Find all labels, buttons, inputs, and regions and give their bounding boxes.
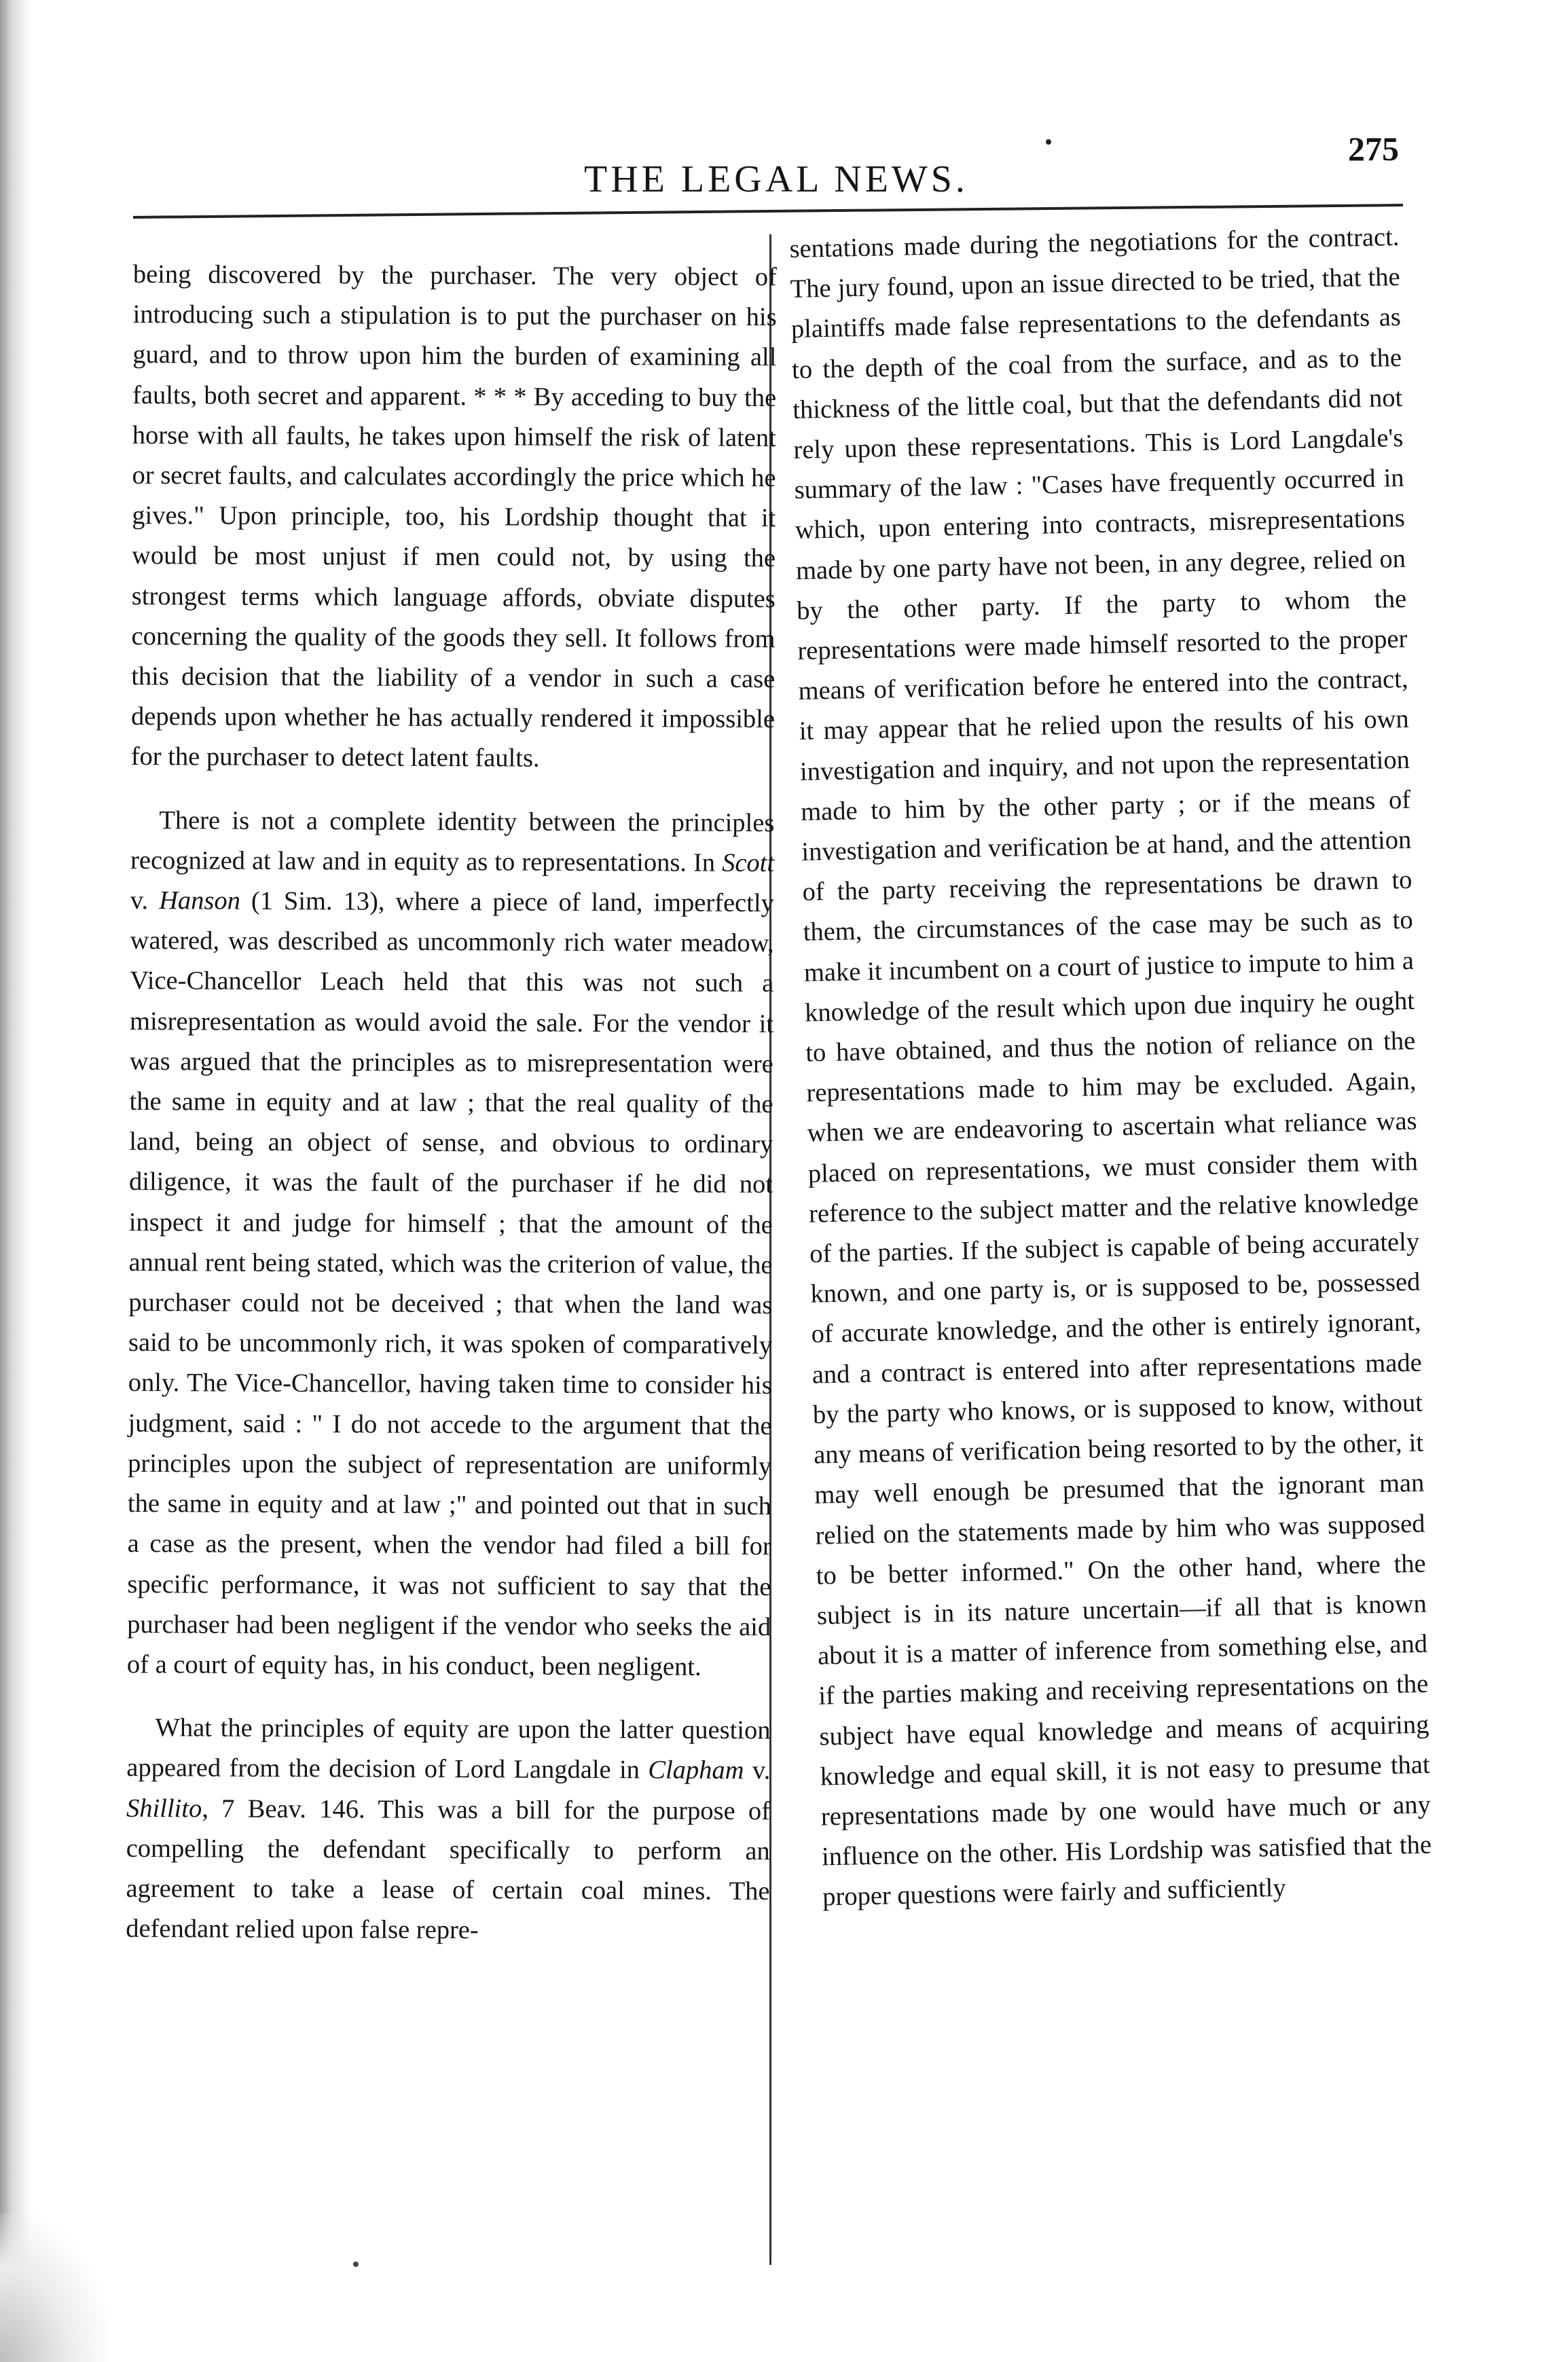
- left-paragraph-3: [126, 1708, 771, 1952]
- left-column: [126, 255, 777, 1952]
- case-party-plaintiff: Clapham: [648, 1756, 744, 1785]
- case-versus: v.: [130, 886, 160, 915]
- case-party-defendant: Shillito: [126, 1794, 202, 1823]
- header-speck: [1046, 139, 1051, 145]
- text-run: What the principles of equity are upon the latter question appeared from the decision of Lord Langdale in: [126, 1713, 771, 1785]
- page-corner-shadow: [0, 2213, 109, 2362]
- page-binding-shadow: [0, 0, 31, 2362]
- running-head-title: THE LEGAL NEWS.: [584, 158, 968, 200]
- text-run: There is not a complete identity between the principles recognized at law and in equity as to representations. In: [130, 805, 775, 877]
- footer-speck: [353, 2261, 359, 2267]
- right-column: [789, 217, 1433, 1918]
- left-paragraph-1: being discovered by the purchaser. The very object of introducing such a stipulation is to put the purchaser on his guard, and to throw upon him the burden of examining all faults, both secret and apparent. * * * By acceding to buy the horse with all faults, he takes upon himself the risk of latent or secret faults, and calculates accordingly the price which he gives." Upon principle, too, his Lordship thought that it would be most unjust if men could not, by using the strongest terms which language affords, obviate disputes concerning the quality of the goods they sell. It follows from this decision that the liability of a vendor in such a case depends upon whether he has actually rendered it impossible for the purchaser to detect latent faults.: [130, 259, 777, 774]
- right-paragraph-1: sentations made during the negotiations for the contract. The jury found, upon an issue directed to be tried, that the plaintiffs made false representations to the defendants as to the depth of the coal from the surface, and as to the thickness of the little coal, but that the defendants did not rely upon these representations. This is Lord Langdale's summary of the law : "Cases have frequently occurred in which, upon entering into contracts, misrepresentations made by one party have not been, in any degree, relied on by the other party. If the party to whom the representations were made himself resorted to the proper means of verification before he entered into the contract, it may appear that he relied upon the results of his own investigation and inquiry, and not upon the representation made to him by the other party ; or if the means of investigation and verification be at hand, and the attention of the party receiving the representations be drawn to them, the circumstances of the case may be such as to make it incumbent on a court of justice to impute to him a knowledge of the result which upon due inquiry he ought to have obtained, and thus the notion of reliance on the representations made to him may be excluded. Again, when we are endeavoring to ascertain what reliance was placed on representations, we must consider them with reference to the subject matter and the relative knowledge of the parties. If the subject is capable of being accurately known, and one party is, or is supposed to be, possessed of accurate knowledge, and the other is entirely ignorant, and a contract is entered into after representations made by the party who knows, or is supposed to know, without any means of verification being resorted to by the other, it may well enough be presumed that the ignorant man relied on the statements made by him who was supposed to be better informed." On the other hand, where the subject is in its nature uncertain—if all that is known about it is a matter of inference from something else, and if the parties making and receiving representations on the subject have equal knowledge and means of acquiring knowledge and equal skill, it is not easy to presume that representations made by one would have much or any influence on the other. His Lordship was satisfied that the proper questions were fairly and sufficiently: [789, 222, 1432, 1912]
- page-number: 275: [1348, 130, 1399, 168]
- text-run: (1 Sim. 13), where a piece of land, imperfectly watered, was described as uncommonly rich water meadow, Vice-Chancellor Leach held that this was not such a misrepresentation as would avoid the sale. For the vendor it was argued that the principles as to misrepresentation were the same in equity and at law ; that the real quality of the land, being an object of sense, and obvious to ordinary diligence, it was the fault of the purchaser if he did not inspect it and judge for himself ; that the amount of the annual rent being stated, which was the criterion of value, the purchaser could not be deceived ; that when the land was said to be uncommonly rich, it was spoken of comparatively only. The Vice-Chancellor, having taken time to consider his judgment, said : " I do not accede to the argument that the principles upon the subject of representation are uniformly the same in equity and at law ;" and pointed out that in such a case as the present, when the vendor had filed a bill for specific performance, it was not sufficient to say that the purchaser had been negligent if the vendor who seeks the aid of a court of equity has, in his conduct, been negligent.: [126, 886, 774, 1682]
- case-versus: v.: [744, 1756, 771, 1785]
- left-paragraph-2: [127, 801, 775, 1688]
- text-run: , 7 Beav. 146. This was a bill for the purpose of compelling the defendant specifically to perform an agreement to take a lease of certain coal mines. The defendant relied upon false repre-: [126, 1794, 771, 1945]
- case-party-plaintiff: Scott: [722, 848, 775, 877]
- header-rule: [133, 204, 1403, 219]
- case-party-defendant: Hanson: [159, 886, 241, 915]
